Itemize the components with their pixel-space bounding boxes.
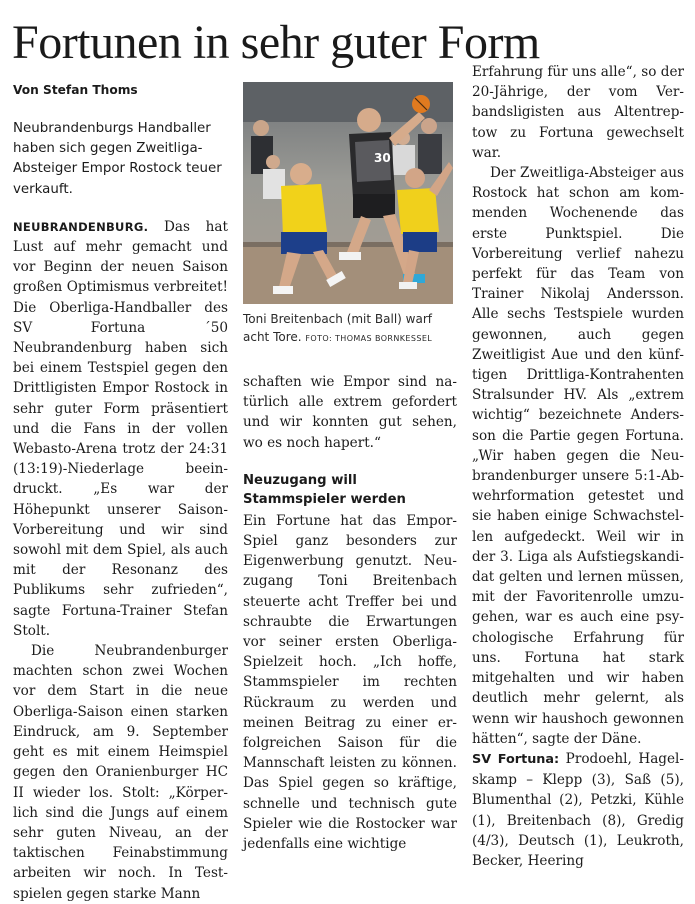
byline: Von Stefan Thoms <box>13 83 138 97</box>
photo-credit: FOTO: THOMAS BORNKESSEL <box>305 334 433 343</box>
article-column-3 <box>472 62 684 871</box>
subheading: Neuzugang will Stammspieler werden <box>243 472 406 507</box>
photo-caption <box>243 310 457 348</box>
paragraph: Ein Fortune hat das Empor-Spiel ganz besonders zur Eigenwerbung genutzt. Neuzugang Toni Breitenbach steuerte acht Treffer bei und schraubte die Erwartungen vor seiner ersten Oberliga-Spielzeit hoch. „Ich hoffe, Stammspieler im rechten Rückraum zu werden und meinen Beitrag zu einer erfolgreichen Saison für die Mannschaft leisten zu können. Das Spiel gegen so kräftige, schnelle und technisch gute Spieler wie die Rostocker war jedenfalls eine wichtige <box>243 512 457 853</box>
team-list: Prodoehl, Hagelskamp – Klepp (3), Saß (5), Blumenthal (2), Petzki, Kühle (1), Breitenbach (8), Gredig (4/3), Deutsch (1), Leukroth, Becker, Heering <box>472 750 684 869</box>
caption-text: Toni Breitenbach (mit Ball) warf acht Tore. <box>243 312 432 344</box>
headline: Fortunen in sehr guter Form <box>12 16 540 69</box>
article-column-2 <box>243 372 457 854</box>
jersey-number: 30 <box>374 151 391 165</box>
dateline: NEUBRANDENBURG. <box>13 219 149 234</box>
paragraph <box>13 217 228 641</box>
handball-photo <box>243 82 453 304</box>
paragraph: Die Neubrandenburger machten schon zwei Wochen vor dem Start in die neue Oberliga-Saison einen starken Eindruck, am 9. September geht es mit einem Heimspiel gegen den Oranienburger HC II wieder los. Stolt: „Körperlich sind die Jungs auf einem sehr guten Niveau, an der taktischen Feinabstimmung arbeiten wir noch. In Testspielen gegen starke Mann <box>13 643 228 902</box>
team-label: SV Fortuna: <box>472 751 560 767</box>
paragraph: schaften wie Empor sind natürlich alle extrem gefordert und wir konnten gut sehen, wo es noch hapert.“ <box>243 374 457 451</box>
lead-paragraph: Neubrandenburgs Handballer haben sich gegen Zweitliga-Absteiger Empor Rostock teuer verkauft. <box>13 121 222 197</box>
paragraph-text: Das hat Lust auf mehr gemacht und vor Beginn der neuen Saison großen Optimismus verbreitet! Die Oberliga-Handballer des SV Fortuna ´50 Neubrandenburg haben sich bei einem Testspiel gegen den Drittligisten Empor Rostock in sehr guter Form präsentiert und die Fans in der vollen Webasto-Arena trotz der 24:31 (13:19)-Niederlage beeindruckt. „Es war der Höhepunkt unserer Saison-Vorbereitung und wir sind sowohl mit dem Spiel, als auch mit der Resonanz des Publikums sehr zufrieden“, sagte Fortuna-Trainer Stefan Stolt. <box>13 218 228 639</box>
paragraph: Der Zweitliga-Absteiger aus Rostock hat schon am kommenden Wochenende das erste Punktspiel. Die Vorbereitung verlief nahezu perfekt für das Team von Trainer Nikolaj Andersson. Alle sechs Testspiele wurden gewonnen, auch gegen Zweitligist Aue und den künftigen Drittliga-Kontrahenten Stralsunder HV. Als „extrem wichtig“ bezeichnete Andersson die Partie gegen Fortuna. „Wir haben gegen die Neubrandenburger unsere 5:1-Abwehrformation getestet und sie haben einige Schwachstellen aufgedeckt. Weil wir in der 3. Liga als Aufstiegskandidat gelten und lernen müssen, mit der Favoritenrolle umzugehen, war es auch eine psychologische Erfahrung für uns. Fortuna hat stark mitgehalten und wir haben deutlich mehr gelernt, als wenn wir haushoch gewonnen hätten“, sagte der Däne. <box>472 165 684 747</box>
article-column-1 <box>13 81 228 904</box>
team-lineup <box>472 749 684 871</box>
paragraph: Erfahrung für uns alle“, so der 20-Jährige, der vom Verbandsligisten aus Altentreptow zu Fortuna gewechselt war. <box>472 64 684 161</box>
